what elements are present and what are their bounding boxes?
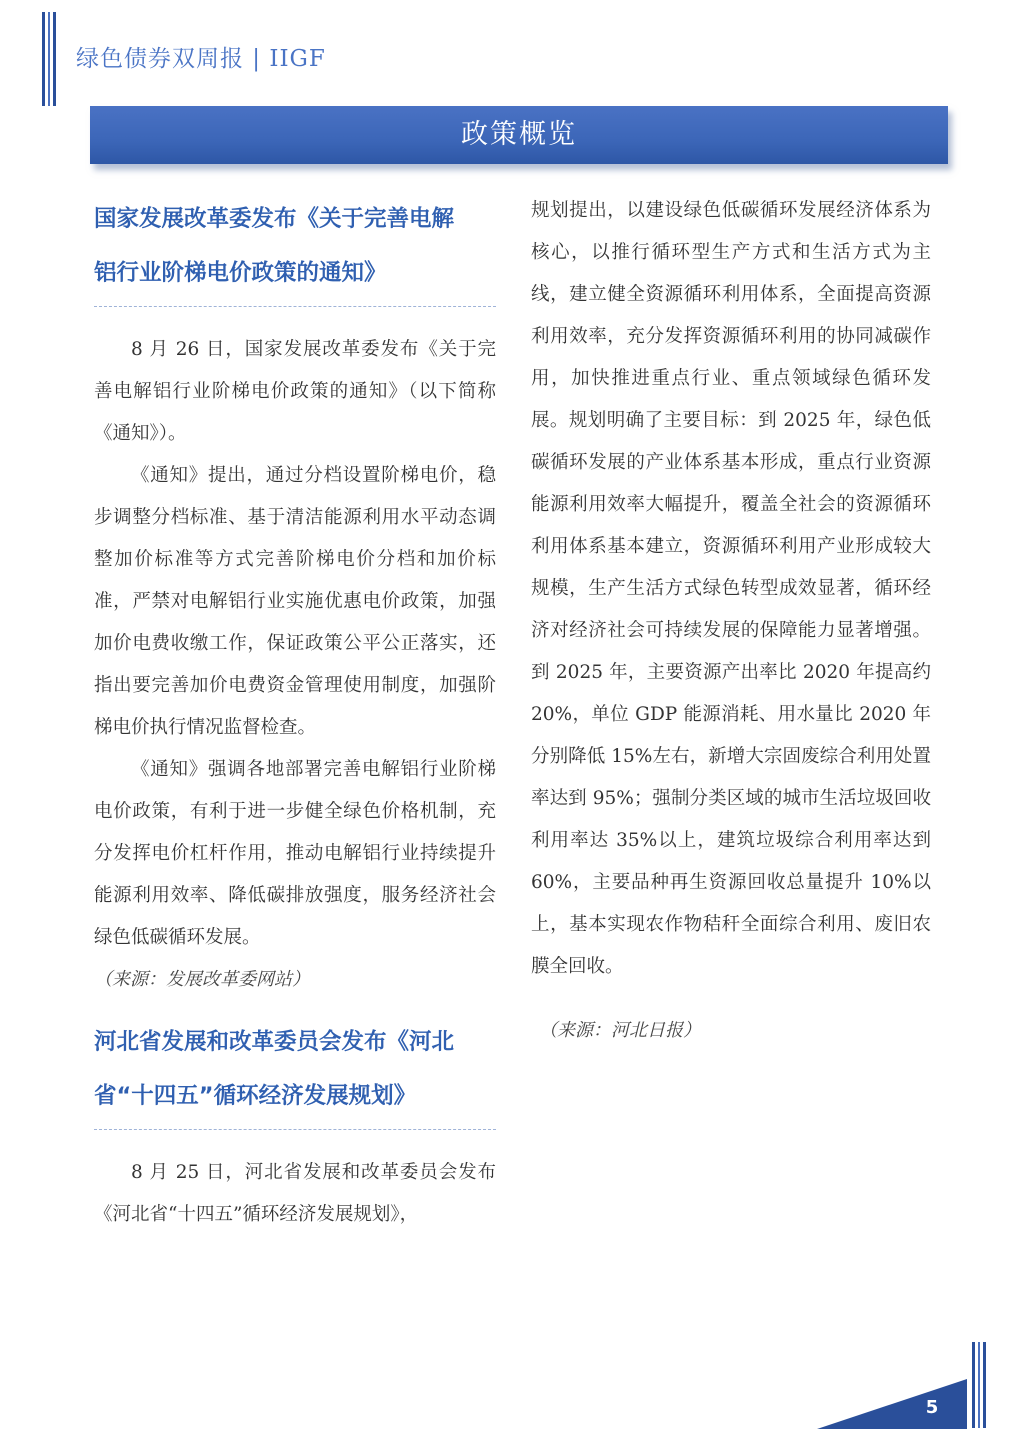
article1	[94, 192, 496, 1001]
article1-source: （来源：发展改革委网站）	[94, 969, 310, 990]
article1-paragraph-3: 《通知》强调各地部署完善电解铝行业阶梯电价政策，有利于进一步健全绿色价格机制，充分发挥电价杠杆作用，推动电解铝行业持续提升能源利用效率、降低碳排放强度，服务经济社会绿色低碳循环发展。	[94, 759, 496, 948]
article2-title-line1: 河北省发展和改革委员会发布《河北	[94, 1029, 455, 1055]
article2-title-line2: 省“十四五”循环经济发展规划》	[94, 1083, 417, 1109]
left-column	[94, 192, 496, 1236]
article2-divider	[94, 1129, 496, 1130]
page-number-tab	[817, 1379, 967, 1429]
article1-divider	[94, 306, 496, 307]
page-number: 5	[925, 1397, 939, 1418]
header-decoration-bars	[42, 12, 56, 106]
footer-decoration-bars	[972, 1342, 986, 1428]
article2-paragraph-1: 8 月 25 日，河北省发展和改革委员会发布《河北省“十四五”循环经济发展规划》，	[94, 1162, 496, 1225]
header-title: 绿色债券双周报 | IIGF	[76, 46, 326, 72]
article2	[94, 1015, 496, 1236]
article1-title-line2: 铝行业阶梯电价政策的通知》	[94, 260, 387, 286]
article1-paragraph-2: 《通知》提出，通过分档设置阶梯电价，稳步调整分档标准、基于清洁能源利用水平动态调整加价标准等方式完善阶梯电价分档和加价标准，严禁对电解铝行业实施优惠电价政策，加强加价电费收缴工作，保证政策公平公正落实，还指出要完善加价电费资金管理使用制度，加强阶梯电价执行情况监督检查。	[94, 465, 496, 738]
article1-paragraph-1: 8 月 26 日，国家发展改革委发布《关于完善电解铝行业阶梯电价政策的通知》（以下简称《通知》）。	[94, 339, 496, 444]
right-source: （来源：河北日报）	[539, 1020, 701, 1041]
article1-title-line1: 国家发展改革委发布《关于完善电解	[94, 206, 455, 232]
right-column	[531, 190, 931, 1052]
section-banner: 政策概览	[90, 106, 948, 164]
right-paragraph: 规划提出，以建设绿色低碳循环发展经济体系为核心，以推行循环型生产方式和生活方式为主线，建立健全资源循环利用体系，全面提高资源利用效率，充分发挥资源循环利用的协同减碳作用，加快推进重点行业、重点领域绿色循环发展。规划明确了主要目标：到 2025 年，绿色低碳循环发展的产业体系基本形成，重点行业资源能源利用效率大幅提升，覆盖全社会的资源循环利用体系基本建立，资源循环利用产业形成较大规模，生产生活方式绿色转型成效显著，循环经济对经济社会可持续发展的保障能力显著增强。到 2025 年，主要资源产出率比 2020 年提高约 20%，单位 GDP 能源消耗、用水量比 2020 年分别降低 15%左右，新增大宗固废综合利用处置率达到 95%；强制分类区域的城市生活垃圾回收利用率达 35%以上，建筑垃圾综合利用率达到 60%，主要品种再生资源回收总量提升 10%以上，基本实现农作物秸秆全面综合利用、废旧农膜全回收。	[531, 200, 931, 977]
